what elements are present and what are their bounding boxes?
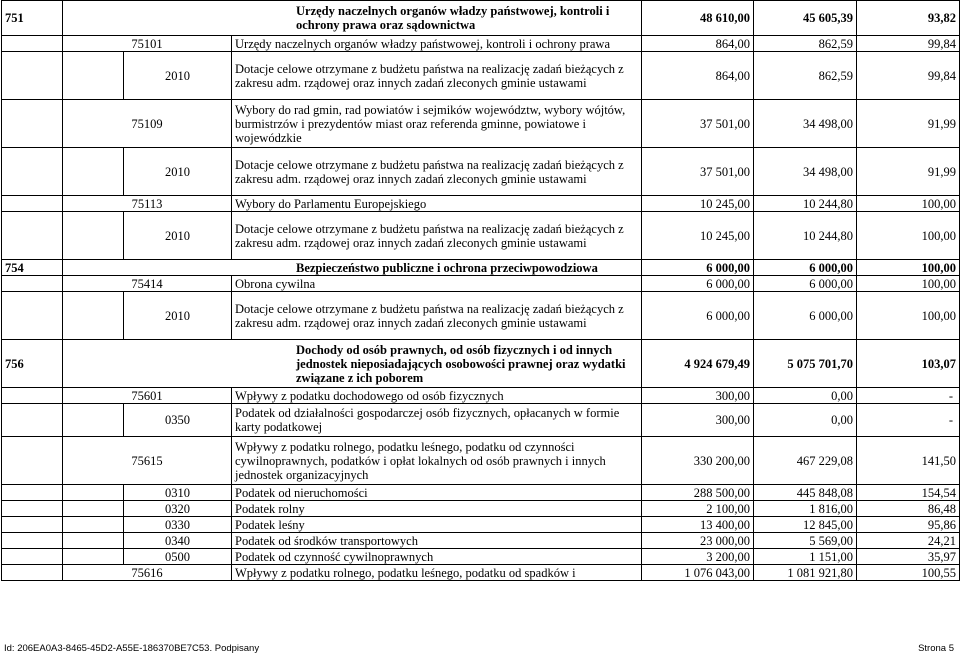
- nazwa-cell: Wybory do rad gmin, rad powiatów i sejmików województw, wybory wójtów, burmistrzów i prezydentów miast oraz referenda gminne, powiatowe i wojewódzkie: [232, 100, 642, 148]
- procent-cell: 95,86: [857, 517, 960, 533]
- wykonanie-cell: 10 244,80: [754, 196, 857, 212]
- wykonanie-cell: 6 000,00: [754, 292, 857, 340]
- table-row-chapter: [2, 388, 960, 404]
- table-row-chapter: [2, 36, 960, 52]
- wykonanie-cell: 1 081 921,80: [754, 565, 857, 581]
- rozdzial-cell: 75113: [63, 196, 232, 212]
- nazwa-cell: Urzędy naczelnych organów władzy państwowej, kontroli i ochrony prawa oraz sądownictwa: [63, 1, 642, 36]
- wykonanie-cell: 862,59: [754, 36, 857, 52]
- paragraf-cell: 0500: [124, 549, 232, 565]
- plan-cell: 864,00: [642, 52, 754, 100]
- nazwa-cell: Podatek leśny: [232, 517, 642, 533]
- table-row-paragraph: [2, 52, 960, 100]
- nazwa-cell: Bezpieczeństwo publiczne i ochrona przeciwpowodziowa: [63, 260, 642, 276]
- procent-cell: 91,99: [857, 148, 960, 196]
- procent-cell: 100,00: [857, 292, 960, 340]
- plan-cell: 48 610,00: [642, 1, 754, 36]
- table-row-paragraph: [2, 485, 960, 501]
- table-row-section: [2, 260, 960, 276]
- table-row-chapter: [2, 437, 960, 485]
- table-row-section: [2, 340, 960, 388]
- plan-cell: 300,00: [642, 388, 754, 404]
- nazwa-cell: Obrona cywilna: [232, 276, 642, 292]
- nazwa-cell: Podatek od środków transportowych: [232, 533, 642, 549]
- nazwa-cell: Wpływy z podatku rolnego, podatku leśnego, podatku od czynności cywilnoprawnych, podatków i opłat lokalnych od osób prawnych i innych jednostek organizacyjnych: [232, 437, 642, 485]
- table-row-paragraph: [2, 549, 960, 565]
- table-row-paragraph: [2, 212, 960, 260]
- plan-cell: 37 501,00: [642, 100, 754, 148]
- procent-cell: 100,55: [857, 565, 960, 581]
- wykonanie-cell: 445 848,08: [754, 485, 857, 501]
- procent-cell: 100,00: [857, 276, 960, 292]
- nazwa-cell: Podatek od czynność cywilnoprawnych: [232, 549, 642, 565]
- rozdzial-cell: 75101: [63, 36, 232, 52]
- procent-cell: 100,00: [857, 196, 960, 212]
- table-row-chapter: [2, 565, 960, 581]
- plan-cell: 13 400,00: [642, 517, 754, 533]
- table-row-paragraph: [2, 501, 960, 517]
- paragraf-cell: 2010: [124, 148, 232, 196]
- table-row-chapter: [2, 196, 960, 212]
- plan-cell: 23 000,00: [642, 533, 754, 549]
- procent-cell: 35,97: [857, 549, 960, 565]
- table-row-chapter: [2, 276, 960, 292]
- plan-cell: 300,00: [642, 404, 754, 437]
- plan-cell: 10 245,00: [642, 196, 754, 212]
- wykonanie-cell: 467 229,08: [754, 437, 857, 485]
- paragraf-cell: 2010: [124, 52, 232, 100]
- plan-cell: 288 500,00: [642, 485, 754, 501]
- rozdzial-cell: 75601: [63, 388, 232, 404]
- rozdzial-cell: 75615: [63, 437, 232, 485]
- dzial-cell: 756: [2, 340, 63, 388]
- nazwa-cell: Podatek rolny: [232, 501, 642, 517]
- procent-cell: 141,50: [857, 437, 960, 485]
- procent-cell: 100,00: [857, 212, 960, 260]
- procent-cell: -: [857, 404, 960, 437]
- table-row-paragraph: [2, 292, 960, 340]
- wykonanie-cell: 0,00: [754, 404, 857, 437]
- wykonanie-cell: 34 498,00: [754, 100, 857, 148]
- nazwa-cell: Podatek od nieruchomości: [232, 485, 642, 501]
- wykonanie-cell: 862,59: [754, 52, 857, 100]
- nazwa-cell: Urzędy naczelnych organów władzy państwowej, kontroli i ochrony prawa: [232, 36, 642, 52]
- procent-cell: 154,54: [857, 485, 960, 501]
- dzial-cell: 754: [2, 260, 63, 276]
- nazwa-cell: Dotacje celowe otrzymane z budżetu państwa na realizację zadań bieżących z zakresu adm. rządowej oraz innych zadań zleconych gminie ustawami: [232, 52, 642, 100]
- procent-cell: -: [857, 388, 960, 404]
- nazwa-cell: Podatek od działalności gospodarczej osób fizycznych, opłacanych w formie karty podatkowej: [232, 404, 642, 437]
- table-row-paragraph: [2, 404, 960, 437]
- plan-cell: 330 200,00: [642, 437, 754, 485]
- plan-cell: 2 100,00: [642, 501, 754, 517]
- rozdzial-cell: 75109: [63, 100, 232, 148]
- paragraf-cell: 0310: [124, 485, 232, 501]
- wykonanie-cell: 0,00: [754, 388, 857, 404]
- nazwa-cell: Wpływy z podatku rolnego, podatku leśnego, podatku od spadków i: [232, 565, 642, 581]
- wykonanie-cell: 1 816,00: [754, 501, 857, 517]
- nazwa-cell: Wybory do Parlamentu Europejskiego: [232, 196, 642, 212]
- budget-table: [1, 0, 960, 581]
- plan-cell: 6 000,00: [642, 260, 754, 276]
- wykonanie-cell: 45 605,39: [754, 1, 857, 36]
- paragraf-cell: 0320: [124, 501, 232, 517]
- procent-cell: 100,00: [857, 260, 960, 276]
- wykonanie-cell: 10 244,80: [754, 212, 857, 260]
- nazwa-cell: Dotacje celowe otrzymane z budżetu państwa na realizację zadań bieżących z zakresu adm. rządowej oraz innych zadań zleconych gminie ustawami: [232, 212, 642, 260]
- table-row-paragraph: [2, 533, 960, 549]
- wykonanie-cell: 6 000,00: [754, 276, 857, 292]
- table-row-paragraph: [2, 148, 960, 196]
- nazwa-cell: Dotacje celowe otrzymane z budżetu państwa na realizację zadań bieżących z zakresu adm. rządowej oraz innych zadań zleconych gminie ustawami: [232, 148, 642, 196]
- rozdzial-cell: 75616: [63, 565, 232, 581]
- plan-cell: 10 245,00: [642, 212, 754, 260]
- plan-cell: 1 076 043,00: [642, 565, 754, 581]
- procent-cell: 99,84: [857, 52, 960, 100]
- table-row-paragraph: [2, 517, 960, 533]
- plan-cell: 6 000,00: [642, 276, 754, 292]
- rozdzial-cell: 75414: [63, 276, 232, 292]
- paragraf-cell: 0350: [124, 404, 232, 437]
- paragraf-cell: 0340: [124, 533, 232, 549]
- plan-cell: 6 000,00: [642, 292, 754, 340]
- paragraf-cell: 0330: [124, 517, 232, 533]
- wykonanie-cell: 12 845,00: [754, 517, 857, 533]
- wykonanie-cell: 34 498,00: [754, 148, 857, 196]
- wykonanie-cell: 6 000,00: [754, 260, 857, 276]
- page-number-footer: Strona 5: [918, 643, 954, 654]
- dzial-cell: 751: [2, 1, 63, 36]
- plan-cell: 3 200,00: [642, 549, 754, 565]
- procent-cell: 91,99: [857, 100, 960, 148]
- nazwa-cell: Dotacje celowe otrzymane z budżetu państwa na realizację zadań bieżących z zakresu adm. rządowej oraz innych zadań zleconych gminie ustawami: [232, 292, 642, 340]
- nazwa-cell: Dochody od osób prawnych, od osób fizycznych i od innych jednostek nieposiadających osobowości prawnej oraz wydatki związane z ich poborem: [63, 340, 642, 388]
- procent-cell: 99,84: [857, 36, 960, 52]
- plan-cell: 4 924 679,49: [642, 340, 754, 388]
- wykonanie-cell: 5 075 701,70: [754, 340, 857, 388]
- procent-cell: 103,07: [857, 340, 960, 388]
- paragraf-cell: 2010: [124, 212, 232, 260]
- procent-cell: 24,21: [857, 533, 960, 549]
- paragraf-cell: 2010: [124, 292, 232, 340]
- procent-cell: 86,48: [857, 501, 960, 517]
- wykonanie-cell: 1 151,00: [754, 549, 857, 565]
- nazwa-cell: Wpływy z podatku dochodowego od osób fizycznych: [232, 388, 642, 404]
- procent-cell: 93,82: [857, 1, 960, 36]
- document-id-footer: Id: 206EA0A3-8465-45D2-A55E-186370BE7C53. Podpisany: [4, 643, 260, 654]
- table-row-chapter: [2, 100, 960, 148]
- plan-cell: 37 501,00: [642, 148, 754, 196]
- wykonanie-cell: 5 569,00: [754, 533, 857, 549]
- table-row-section: [2, 1, 960, 36]
- plan-cell: 864,00: [642, 36, 754, 52]
